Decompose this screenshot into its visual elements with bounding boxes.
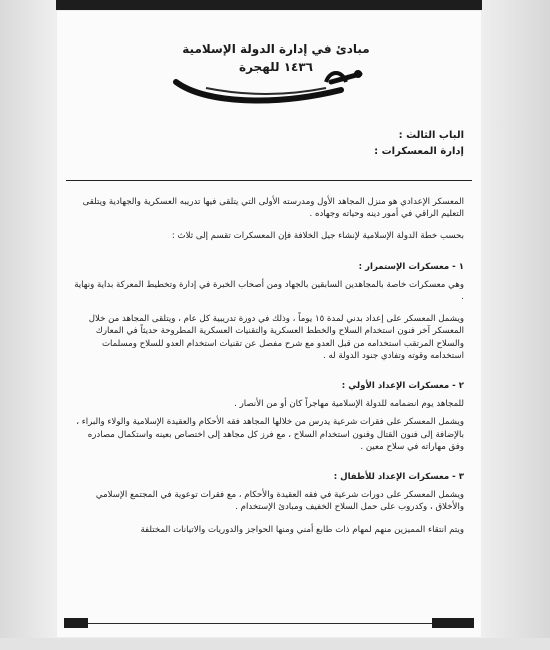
scan-bottom-border bbox=[0, 638, 550, 650]
section-3-heading: ٣ - معسكرات الإعداد للأطفال : bbox=[333, 472, 464, 483]
document-page bbox=[56, 10, 482, 638]
chapter-subtitle: إدارة المعسكرات : bbox=[374, 146, 464, 157]
section-3-paragraph-1: ويشمل المعسكر على دورات شرعية في فقه العقيدة والأحكام ، مع فقرات توعوية في المجتمع الإسلامي والأخلاق ، وكدروب على حمل السلاح الخفيف ومبادئ الإستخدام . bbox=[95, 490, 464, 513]
chapter-label: الباب الثالث : bbox=[398, 130, 464, 141]
section-1-paragraph-1: وهي معسكرات خاصة بالمجاهدين السابقين بالجهاد ومن أصحاب الخبرة في إدارة وتخطيط المعركة بداية ونهاية . bbox=[74, 279, 464, 303]
divider-line bbox=[66, 180, 472, 181]
section-1-paragraph-2: ويشمل المعسكر على إعداد بدني لمدة ١٥ يوماً ، وذلك في دورة تدريبية كل عام ، ويتلقى المجاهد من خلال المعسكر آخر فنون استخدام السلاح والخطط العسكرية والتقنيات العسكرية المطروحة حديثاً في المعارك والسلاح المرتقب استخدامه من قبل العدو مع شرح مفصل عن تقنيات استخدام العدو للسلاح ومسلمات استخدامه وقوته وتفادي جنود الدولة له . bbox=[88, 314, 464, 361]
section-1-heading: ١ - معسكرات الإستمرار : bbox=[358, 261, 464, 272]
page-content bbox=[56, 10, 482, 638]
scan-left-margin bbox=[0, 0, 56, 650]
footer-rule bbox=[88, 623, 432, 624]
section-2-paragraph-1: للمجاهد يوم انضمامه للدولة الإسلامية مهاجراً كان أو من الأنصار . bbox=[234, 399, 464, 410]
scan-top-border bbox=[0, 0, 550, 10]
page-footer bbox=[64, 612, 474, 628]
section-2-heading: ٢ - معسكرات الإعداد الأولي : bbox=[341, 381, 464, 392]
scan-right-margin bbox=[482, 0, 550, 650]
intro-paragraph-2: بحسب خطة الدولة الإسلامية لإنشاء جيل الخلافة فإن المعسكرات تقسم إلى ثلاث : bbox=[171, 231, 464, 242]
sword-illustration bbox=[166, 62, 366, 108]
footer-left-mark bbox=[64, 618, 88, 628]
section-2-paragraph-2: ويشمل المعسكر على فقرات شرعية يدرس من خلالها المجاهد فقه الأحكام والعقيدة الإسلامية والولاء والبراء ، بالإضافة إلى فنون القتال وفنون استخدام السلاح ، مع فرز كل مجاهد إلى اختصاص بعينه واستكمال مصادره وفق مهاراته في سلاح معين . bbox=[76, 417, 464, 452]
section-3-paragraph-2: ويتم انتقاء المميزين منهم لمهام ذات طابع أمني ومنها الحواجز والدوريات والاتيانات المختلفة bbox=[140, 524, 464, 535]
chapter-heading bbox=[84, 128, 464, 160]
header-year: ١٤٣٦ للهجرة bbox=[239, 60, 313, 74]
footer-right-mark bbox=[432, 618, 474, 628]
document-body bbox=[74, 196, 464, 578]
intro-paragraph-1: المعسكر الإعدادي هو منزل المجاهد الأول ومدرسته الأولى التي يتلقى فيها تدريبه العسكرية والجهادية ويتلقى التعليم الراقي في أمور دينه وحياته وجهاده . bbox=[82, 197, 464, 220]
header-title: مبادئ في إدارة الدولة الإسلامية bbox=[182, 42, 370, 56]
